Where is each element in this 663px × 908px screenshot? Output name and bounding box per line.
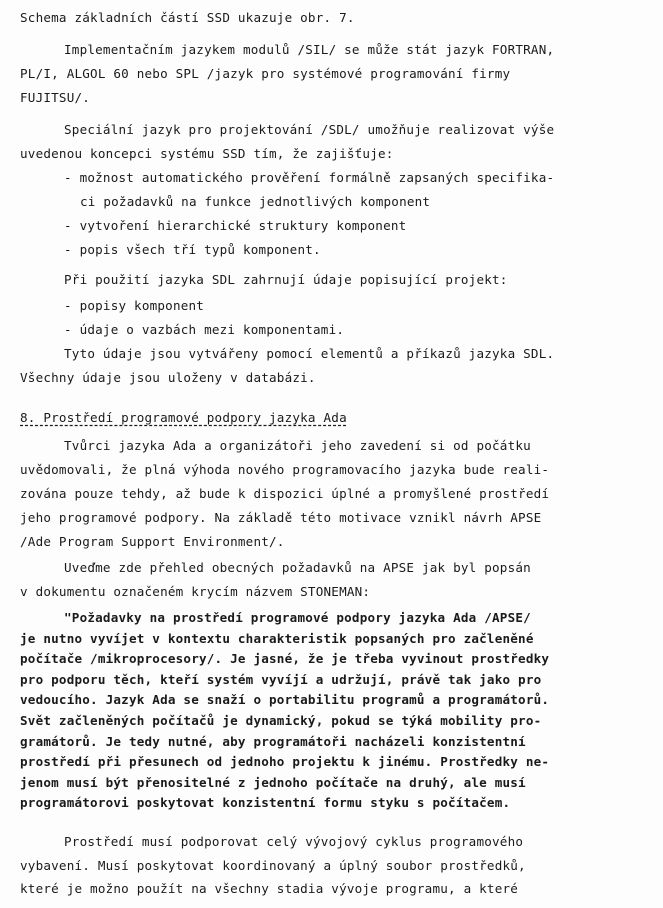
usage-line: Při použití jazyka SDL zahrnují údaje popisující projekt: <box>64 272 508 287</box>
final-line-1: Prostředí musí podporovat celý vývojový cyklus programového <box>64 834 524 849</box>
sdl-line-2: uvedenou koncepci systému SSD tím, že zajišťuje: <box>20 146 394 161</box>
bullet-item: - možnost automatického prověření formálně zapsaných specifika- <box>64 170 555 185</box>
quote-line-3: počítače /mikroprocesory/. Je jasné, že je třeba vyvinout prostředky <box>20 651 550 667</box>
bullet-item: - popis všech tří typů komponent. <box>64 242 321 257</box>
impl-line-3: FUJITSU/. <box>20 90 91 105</box>
quote-line-4: pro podporu těch, kteří systém vyvíjí a udržují, právě tak jako pro <box>20 671 542 687</box>
overview-line-2: v dokumentu označeném krycím názvem STONEMAN: <box>20 584 371 599</box>
quote-line-10: programátorovi poskytovat konzistentní formu styku s počítačem. <box>20 795 511 811</box>
bullet-item: - údaje o vazbách mezi komponentami. <box>64 322 345 337</box>
sdl-line-1: Speciální jazyk pro projektování /SDL/ umožňuje realizovat výše <box>64 122 555 137</box>
data-line-2: Všechny údaje jsou uloženy v databázi. <box>20 370 316 385</box>
ada-line-5: /Ade Program Support Environment/. <box>20 534 285 549</box>
final-line-3: které je možno použít na všechny stadia vývoje programu, a které <box>20 881 519 896</box>
quote-line-8: prostředí při přesunech od jednoho projektu k jinému. Prostředky ne- <box>20 754 550 770</box>
final-line-2: vybavení. Musí poskytovat koordinovaný a úplný soubor prostředků, <box>20 857 526 873</box>
quote-line-7: gramátorů. Je tedy nutné, aby programátoři nacházeli konzistentní <box>20 733 526 749</box>
impl-line-2: PL/I, ALGOL 60 nebo SPL /jazyk pro systémové programování firmy <box>20 66 511 81</box>
ada-line-2: uvědomovali, že plná výhoda nového programovacího jazyka bude reali- <box>20 462 550 477</box>
section-heading: 8. Prostředí programové podpory jazyka Ada <box>20 410 347 425</box>
bullet-item-continued: ci požadavků na funkce jednotlivých komponent <box>80 194 431 209</box>
quote-line-6: Svět začleněných počítačů je dynamický, pokud se týká mobility pro- <box>20 713 542 728</box>
intro-line: Schema základních částí SSD ukazuje obr. 7. <box>20 10 355 25</box>
bullet-item: - vytvoření hierarchické struktury komponent <box>64 218 407 233</box>
ada-line-3: zována pouze tehdy, až bude k dispozici úplné a promyšlené prostředí <box>20 486 550 501</box>
overview-line-1: Uveďme zde přehled obecných požadavků na APSE jak byl popsán <box>64 560 531 575</box>
impl-line-1: Implementačním jazykem modulů /SIL/ se může stát jazyk FORTRAN, <box>64 42 555 57</box>
quote-line-1: "Požadavky na prostředí programové podpory jazyka Ada /APSE/ <box>64 610 531 625</box>
ada-line-1: Tvůrci jazyka Ada a organizátoři jeho zavedení si od počátku <box>64 438 531 453</box>
ada-line-4: jeho programové podpory. Na základě této motivace vznikl návrh APSE <box>20 510 542 525</box>
data-line-1: Tyto údaje jsou vytvářeny pomocí elementů a příkazů jazyka SDL. <box>64 346 555 361</box>
quote-line-9: jenom musí být přenositelné z jednoho počítače na druhý, ale musí <box>20 774 526 790</box>
bullet-item: - popisy komponent <box>64 298 205 313</box>
quote-line-2: je nutno vyvíjet v kontextu charakteristik popsaných pro začleněné <box>20 630 534 646</box>
quote-line-5: vedoucího. Jazyk Ada se snaží o portabilitu programů a programátorů. <box>20 692 550 708</box>
